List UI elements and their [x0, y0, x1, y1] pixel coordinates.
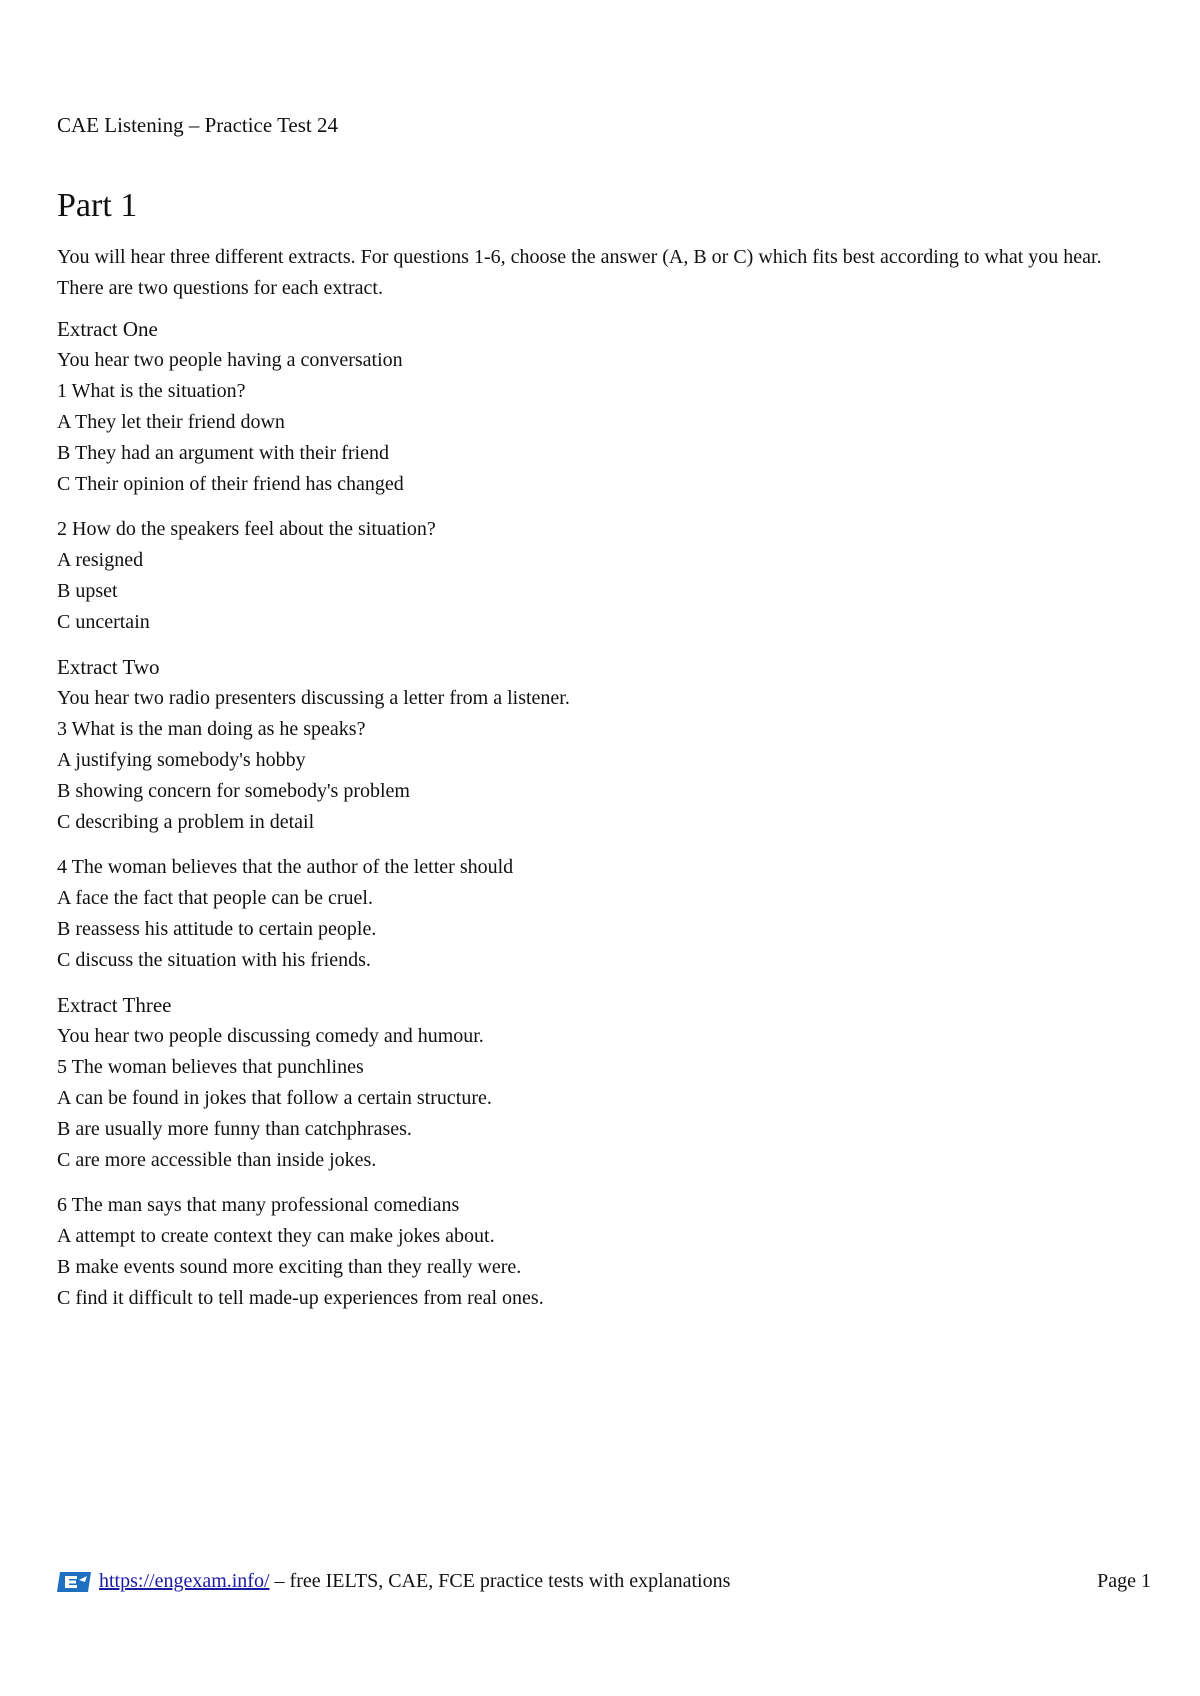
extract-title: Extract Three [57, 993, 172, 1017]
site-link[interactable]: https://engexam.info/ [99, 1570, 270, 1592]
option-b: B They had an argument with their friend [57, 442, 389, 464]
question-stem: 5 The woman believes that punchlines [57, 1056, 364, 1078]
option-c: C find it difficult to tell made-up experiences from real ones. [57, 1287, 544, 1309]
question-6 [57, 1190, 1147, 1314]
extract-context: You hear two people having a conversation [57, 349, 403, 371]
option-c: C describing a problem in detail [57, 811, 315, 833]
option-c: C discuss the situation with his friends. [57, 949, 371, 971]
extract-one [57, 314, 1147, 638]
option-c: C Their opinion of their friend has changed [57, 473, 404, 495]
extract-title: Extract One [57, 317, 158, 341]
footer-tagline: – free IELTS, CAE, FCE practice tests with explanations [269, 1570, 731, 1592]
question-5 [57, 1052, 1147, 1176]
extracts-list [57, 314, 1147, 1314]
question-stem: 2 How do the speakers feel about the situation? [57, 518, 436, 540]
option-b: B showing concern for somebody's problem [57, 780, 410, 802]
option-a: A resigned [57, 549, 144, 571]
question-stem: 1 What is the situation? [57, 380, 246, 402]
option-a: A can be found in jokes that follow a certain structure. [57, 1087, 492, 1109]
option-b: B upset [57, 580, 118, 602]
page-number: Page 1 [1097, 1570, 1151, 1592]
option-b: B reassess his attitude to certain people. [57, 918, 377, 940]
question-stem: 4 The woman believes that the author of the letter should [57, 856, 514, 878]
option-c: C uncertain [57, 611, 150, 633]
extract-context: You hear two radio presenters discussing a letter from a listener. [57, 687, 570, 709]
question-stem: 6 The man says that many professional comedians [57, 1194, 460, 1216]
option-a: A face the fact that people can be cruel. [57, 887, 373, 909]
part-heading: Part 1 [57, 187, 138, 224]
footer-text [99, 1566, 730, 1596]
option-a: A justifying somebody's hobby [57, 749, 306, 771]
extract-two [57, 652, 1147, 976]
option-c: C are more accessible than inside jokes. [57, 1149, 377, 1171]
page-footer [57, 1566, 1151, 1596]
question-2 [57, 514, 1147, 638]
document-title: CAE Listening – Practice Test 24 [57, 113, 339, 137]
question-3 [57, 714, 1147, 838]
question-stem: 3 What is the man doing as he speaks? [57, 718, 366, 740]
option-b: B make events sound more exciting than they really were. [57, 1256, 522, 1278]
option-b: B are usually more funny than catchphrases. [57, 1118, 412, 1140]
engexam-logo-icon [57, 1571, 91, 1591]
question-1 [57, 376, 1147, 500]
question-4 [57, 852, 1147, 976]
option-a: A attempt to create context they can make jokes about. [57, 1225, 495, 1247]
extract-three [57, 990, 1147, 1314]
extract-title: Extract Two [57, 655, 160, 679]
instructions-paragraph: You will hear three different extracts. For questions 1-6, choose the answer (A, B or C) which fits best according to what you hear. There are two questions for each extract. [57, 246, 1102, 299]
option-a: A They let their friend down [57, 411, 285, 433]
extract-context: You hear two people discussing comedy and humour. [57, 1025, 484, 1047]
